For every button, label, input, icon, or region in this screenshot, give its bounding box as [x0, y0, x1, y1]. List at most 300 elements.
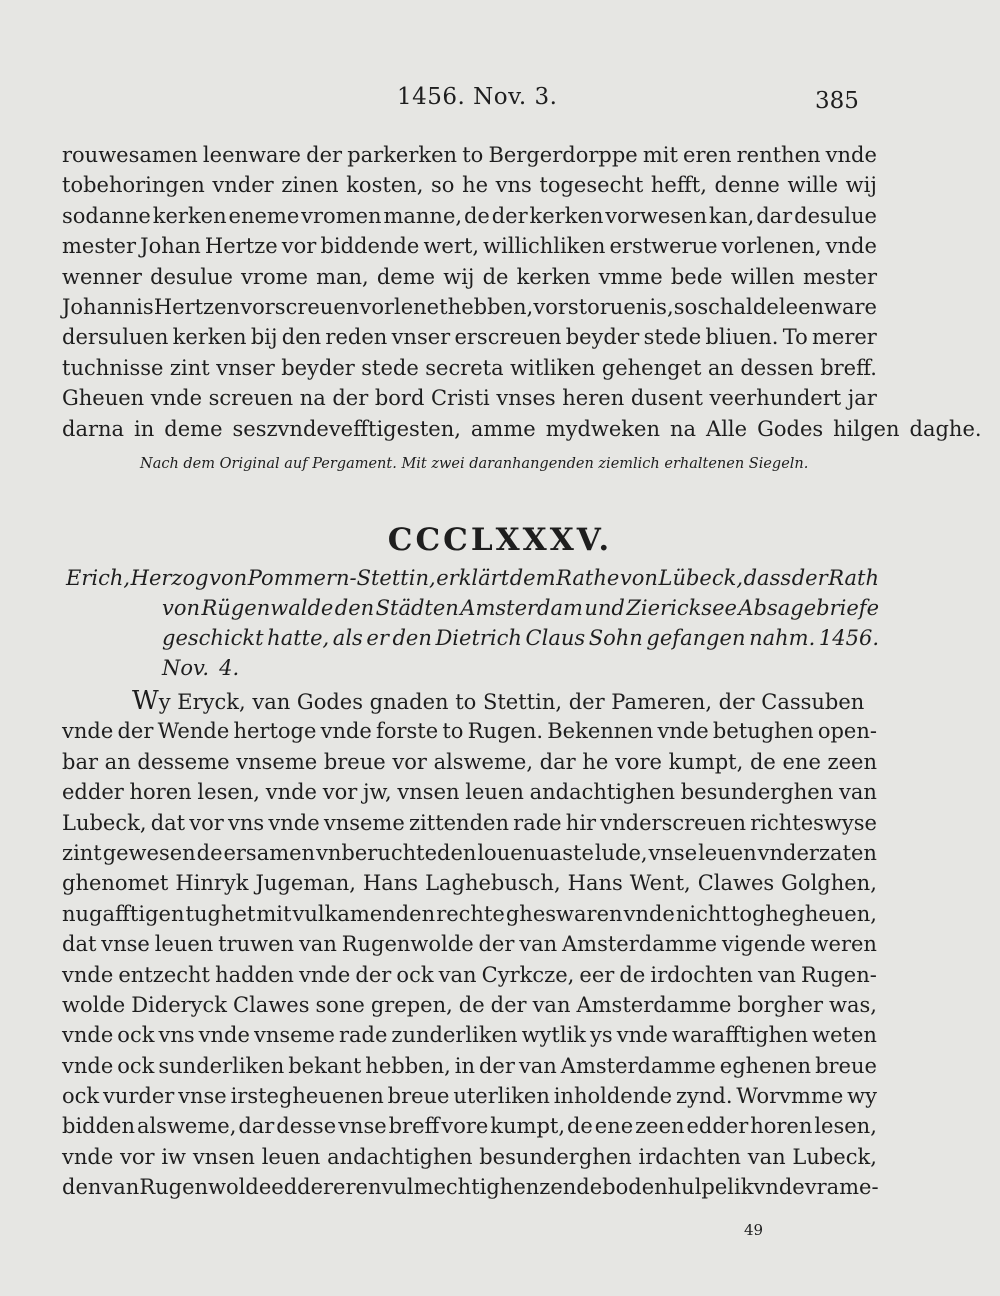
word: desulue	[150, 264, 233, 289]
word: so	[673, 294, 698, 319]
word: borgher	[737, 992, 823, 1017]
word: der	[306, 143, 343, 167]
word: jar	[847, 386, 877, 411]
word: mester	[802, 264, 877, 289]
word: de	[463, 203, 490, 228]
word: vorstoruen	[533, 294, 650, 319]
word: vnde	[753, 1175, 805, 1200]
word: besunderghen	[479, 1144, 632, 1169]
word: Worvmme	[736, 1084, 844, 1109]
word: seszvndevefftigesten,	[232, 416, 461, 441]
word: irstegheuenen	[230, 1084, 384, 1109]
word: to	[462, 143, 484, 167]
word: zint	[169, 355, 210, 380]
word: de	[458, 992, 485, 1017]
word: Godes	[757, 416, 824, 441]
word: eer	[579, 962, 615, 987]
word: vnde	[62, 1053, 114, 1078]
word: tuchnisse	[62, 355, 164, 380]
word: vrame-	[804, 1175, 879, 1200]
text-line	[66, 623, 879, 653]
word: truwen	[218, 932, 295, 957]
word: beyder	[565, 325, 640, 350]
word: nicht	[675, 901, 730, 926]
word: de	[482, 264, 509, 289]
word: ock	[62, 1084, 100, 1109]
word: irdochten	[650, 962, 753, 987]
word: vnser	[391, 325, 451, 350]
text-line	[62, 1081, 877, 1111]
word: kerken	[529, 203, 604, 228]
word: vore	[614, 749, 662, 774]
word: an	[707, 355, 734, 380]
word: vns	[158, 1023, 195, 1048]
word: jw,	[363, 780, 392, 805]
word: Lubeck,	[792, 1144, 877, 1169]
word: kosten,	[346, 173, 424, 198]
word: willichliken	[483, 234, 606, 259]
word: der	[491, 203, 528, 228]
word: vnde	[62, 719, 114, 744]
word: wille	[787, 173, 839, 198]
word: warafftighen	[672, 1023, 809, 1048]
text-line	[62, 231, 877, 261]
word: merer	[811, 325, 877, 350]
word: ene	[594, 1114, 634, 1139]
word: zendeboden	[539, 1175, 668, 1200]
first-line-rest: y Eryck, van Godes gnaden to Stettin, der Pameren, der Cassuben	[158, 690, 865, 714]
word: vor	[281, 234, 317, 259]
word: deme	[164, 416, 223, 441]
word: breue	[387, 1084, 450, 1109]
word: den	[62, 1175, 102, 1200]
continued-text	[62, 140, 982, 444]
word: dat	[62, 932, 97, 957]
word: Hertzen	[153, 294, 241, 319]
source-footnote: Nach dem Original auf Pergament. Mit zwei daranhangenden ziemlich erhaltenen Siegeln.	[140, 456, 809, 472]
word: breue	[323, 749, 386, 774]
word: dessen	[740, 355, 814, 380]
word: wy	[847, 1084, 877, 1109]
word: Hans	[362, 871, 419, 896]
word: den	[281, 325, 322, 350]
word: wenner	[62, 264, 142, 289]
word: he	[462, 173, 489, 198]
initial-letter: W	[132, 686, 159, 716]
word: erklärt	[436, 566, 510, 590]
word: van	[747, 1144, 786, 1169]
word: vromen	[301, 203, 382, 228]
word: kan,	[708, 203, 755, 228]
word: vnde	[265, 780, 317, 805]
word: vnseme	[236, 749, 318, 774]
word: vnder	[212, 173, 274, 198]
word: geschickt	[162, 626, 264, 650]
word: vorlenen,	[721, 234, 822, 259]
word: vor	[120, 1144, 155, 1169]
word: eghenen	[719, 1053, 812, 1078]
text-line	[62, 140, 877, 170]
word: vnde	[62, 1023, 114, 1048]
word: denne	[714, 173, 780, 198]
word: betughen	[712, 719, 814, 744]
word: Gheuen	[62, 386, 145, 411]
word: inholdende	[553, 1084, 673, 1109]
word: den	[334, 596, 375, 620]
text-line	[62, 990, 877, 1020]
word: vnde	[198, 1023, 250, 1048]
word: Cyrkcze,	[481, 962, 575, 987]
word: horen	[129, 780, 192, 805]
word: Rugen.	[467, 719, 544, 744]
word: zunderliken	[391, 1023, 518, 1048]
word: der	[117, 719, 154, 744]
word: nahm.	[749, 626, 816, 650]
word: gehenget	[601, 355, 702, 380]
text-line	[62, 201, 877, 231]
word: hilgen	[833, 416, 900, 441]
word: deme	[376, 264, 436, 289]
word: hefft,	[650, 173, 707, 198]
word: vor	[322, 780, 358, 805]
word: Erich,	[66, 566, 131, 590]
word: na	[299, 386, 326, 411]
word: schal	[697, 294, 753, 319]
text-line	[66, 653, 879, 683]
word: bar	[62, 749, 99, 774]
word: gefangen	[646, 626, 746, 650]
word: hertoge	[233, 719, 317, 744]
word: biddende	[320, 234, 420, 259]
word: vnses	[496, 386, 556, 411]
word: desseme	[137, 749, 230, 774]
word: Clawes	[233, 992, 310, 1017]
word: breue	[815, 1053, 877, 1078]
word: na	[670, 416, 697, 441]
word: amme	[470, 416, 536, 441]
word: edder	[62, 780, 124, 805]
word: vns	[495, 173, 532, 198]
word: mit	[256, 901, 292, 926]
running-head: 1456. Nov. 3.	[397, 84, 558, 110]
word: der	[478, 1053, 515, 1078]
word: wytlik	[521, 1023, 587, 1048]
word: horen	[750, 1114, 813, 1139]
word: Jugeman,	[255, 871, 356, 896]
word: vorscreuen	[240, 294, 360, 319]
word: forste	[376, 719, 439, 744]
word: beyder	[281, 355, 355, 380]
word: wij	[443, 264, 475, 289]
word: Amsterdamme	[576, 992, 732, 1017]
word: desulue	[794, 203, 877, 228]
word: Rugenwolde	[341, 932, 474, 957]
word: Golghen,	[781, 871, 877, 896]
text-line	[62, 960, 877, 990]
word: witliken	[510, 355, 596, 380]
document-summary	[66, 563, 879, 683]
word: vnderzaten	[757, 840, 877, 865]
word: Amsterdamme	[560, 1053, 716, 1078]
word: to	[442, 719, 464, 744]
text-line	[66, 593, 879, 623]
text-line	[66, 563, 879, 593]
word: Amsterdam	[460, 596, 583, 620]
word: wolde	[62, 992, 126, 1017]
word: Herzog	[130, 566, 209, 590]
word: Rathe	[556, 566, 620, 590]
word: van	[839, 780, 877, 805]
word: daghe.	[909, 416, 982, 441]
word: in	[454, 1053, 475, 1078]
word: breff.	[820, 355, 877, 380]
word: vorwesen	[605, 203, 707, 228]
word: irdachten	[638, 1144, 741, 1169]
word: 4.	[219, 656, 240, 680]
word: van	[101, 1175, 140, 1200]
word: sone	[315, 992, 365, 1017]
word: lude,	[594, 840, 648, 865]
word: louenuaste	[477, 840, 594, 865]
word: Dideryck	[131, 992, 228, 1017]
word: vnse	[101, 932, 150, 957]
word: leuen	[154, 932, 214, 957]
word: Rath	[828, 566, 879, 590]
word: alsweme,	[136, 1114, 237, 1139]
word: vns	[228, 810, 265, 835]
text-line	[62, 322, 877, 352]
word: ghenomet	[62, 871, 169, 896]
word: kerken	[516, 264, 591, 289]
word: vnse	[338, 1114, 387, 1139]
word: togesecht	[539, 173, 644, 198]
word: bliuen.	[705, 325, 779, 350]
word: vurder	[102, 1084, 175, 1109]
word: Rugenwolde	[139, 1175, 272, 1200]
word: von	[619, 566, 658, 590]
word: Wende	[157, 719, 230, 744]
word: gewesen	[102, 840, 196, 865]
word: dar	[238, 1114, 275, 1139]
word: van	[519, 932, 558, 957]
word: stede	[361, 355, 419, 380]
word: van	[757, 962, 796, 987]
word: andachtighen	[529, 780, 675, 805]
word: de	[619, 962, 646, 987]
word: kerken	[152, 203, 227, 228]
word: lesen,	[814, 1114, 877, 1139]
word: was,	[828, 992, 877, 1017]
word: vnseme	[253, 1023, 335, 1048]
word: leuen	[261, 1144, 321, 1169]
word: dusent	[630, 386, 703, 411]
word: vore	[441, 1114, 489, 1139]
word: den	[392, 626, 432, 650]
word: hebben,	[447, 294, 534, 319]
text-line	[62, 747, 877, 777]
word: Pommern-Stettin,	[247, 566, 436, 590]
document-body	[62, 686, 877, 1203]
word: edder	[686, 1114, 749, 1139]
word: dem	[509, 566, 556, 590]
word: zynd.	[675, 1084, 733, 1109]
word: rouwesamen	[62, 143, 198, 167]
word: vnse	[648, 840, 698, 865]
word: grepen,	[370, 992, 453, 1017]
word: hebben,	[365, 1053, 451, 1078]
text-line	[62, 383, 877, 413]
word: Hans	[567, 871, 623, 896]
word: vnde	[150, 386, 203, 411]
text-line	[62, 1172, 877, 1202]
document-number: CCCLXXXV.	[387, 522, 613, 558]
text-line	[62, 838, 877, 868]
word: ene	[782, 749, 821, 774]
word: vnde	[62, 962, 114, 987]
word: alsweme,	[433, 749, 533, 774]
word: vor	[392, 749, 427, 774]
text-line	[62, 1020, 877, 1050]
word: willen	[730, 264, 795, 289]
word: he	[582, 749, 609, 774]
word: vulmechtighen	[381, 1175, 540, 1200]
word: Johannis	[62, 294, 154, 319]
word: vnsen	[397, 780, 460, 805]
text-line	[62, 929, 877, 959]
word: mydweken	[545, 416, 660, 441]
word: gheswaren	[505, 901, 623, 926]
word: dersuluen	[62, 325, 169, 350]
word: leenware	[778, 294, 877, 319]
word: veerhundert	[709, 386, 842, 411]
text-line	[62, 868, 877, 898]
word: kumpt,	[490, 1114, 566, 1139]
word: vor	[189, 810, 224, 835]
word: dar	[756, 203, 793, 228]
word: besunderghen	[680, 780, 834, 805]
text-line	[62, 414, 982, 444]
word: ys	[590, 1023, 613, 1048]
word: Bergerdorppe	[488, 143, 638, 167]
word: mester	[62, 234, 137, 259]
word: erscreuen	[454, 325, 562, 350]
word: weten	[812, 1023, 877, 1048]
word: leuen	[698, 840, 757, 865]
word: Alle	[706, 416, 748, 441]
word: To	[782, 325, 808, 350]
word: toghegheuen,	[730, 901, 877, 926]
word: erstwerue	[609, 234, 718, 259]
word: kerken	[172, 325, 247, 350]
word: zittenden	[408, 810, 509, 835]
word: secreta	[425, 355, 504, 380]
word: dat	[150, 810, 186, 835]
word: vorlenet	[359, 294, 448, 319]
word: darna	[62, 416, 125, 441]
word: lesen,	[197, 780, 260, 805]
word: der	[355, 962, 392, 987]
word: in	[134, 416, 155, 441]
text-line	[62, 170, 877, 200]
word: Dietrich	[435, 626, 522, 650]
word: tughet	[185, 901, 256, 926]
body-first-line-text	[132, 686, 864, 716]
word: hadden	[215, 962, 294, 987]
word: zeen	[635, 1114, 685, 1139]
word: Hertze	[204, 234, 278, 259]
text-line	[62, 353, 877, 383]
word: eren	[333, 1175, 382, 1200]
word: vnse	[178, 1084, 227, 1109]
word: de	[749, 749, 776, 774]
word: Nov.	[162, 656, 210, 680]
word: eren	[683, 143, 732, 167]
word: dar	[539, 749, 576, 774]
word: vnde	[825, 143, 877, 167]
word: screuen	[208, 386, 294, 411]
text-line	[62, 808, 877, 838]
word: vnde	[320, 719, 372, 744]
word: der	[791, 566, 828, 590]
word: manne,	[383, 203, 463, 228]
word: vnderscreuen	[600, 810, 747, 835]
word: mit	[642, 143, 678, 167]
word: vnde	[616, 1023, 668, 1048]
word: vnser	[216, 355, 275, 380]
word: andachtighen	[327, 1144, 473, 1169]
word: vmme	[598, 264, 663, 289]
word: Cristi	[430, 386, 490, 411]
text-line	[62, 899, 877, 929]
word: vrome	[241, 264, 308, 289]
word: bede	[670, 264, 723, 289]
word: bidden	[62, 1114, 135, 1139]
word: stede	[643, 325, 702, 350]
word: vnde	[268, 810, 320, 835]
page-number: 385	[815, 88, 859, 114]
word: vnde	[623, 901, 675, 926]
word: zeen	[827, 749, 877, 774]
word: desse	[276, 1114, 337, 1139]
word: Sohn	[588, 626, 643, 650]
word: rade	[513, 810, 562, 835]
word: Ziericksee	[626, 596, 737, 620]
text-line	[62, 292, 877, 322]
word: Went,	[629, 871, 691, 896]
word: bij	[250, 325, 278, 350]
word: vigende	[721, 932, 806, 957]
word: tobehoringen	[62, 173, 205, 198]
text-line	[62, 777, 877, 807]
word: vnberuchteden	[316, 840, 477, 865]
word: hatte,	[267, 626, 330, 650]
word: und	[584, 596, 625, 620]
word: edder	[271, 1175, 334, 1200]
word: rade	[338, 1023, 388, 1048]
word: Rugen-	[801, 962, 877, 987]
word: der	[332, 386, 369, 411]
text-line	[62, 1111, 877, 1141]
word: so	[431, 173, 455, 198]
word: vnseme	[323, 810, 405, 835]
word: kumpt,	[668, 749, 744, 774]
word: sunderliken	[158, 1053, 285, 1078]
body-first-line	[62, 686, 877, 716]
word: hir	[565, 810, 597, 835]
word: de	[196, 840, 223, 865]
word: Bekennen	[547, 719, 654, 744]
word: reden	[325, 325, 388, 350]
